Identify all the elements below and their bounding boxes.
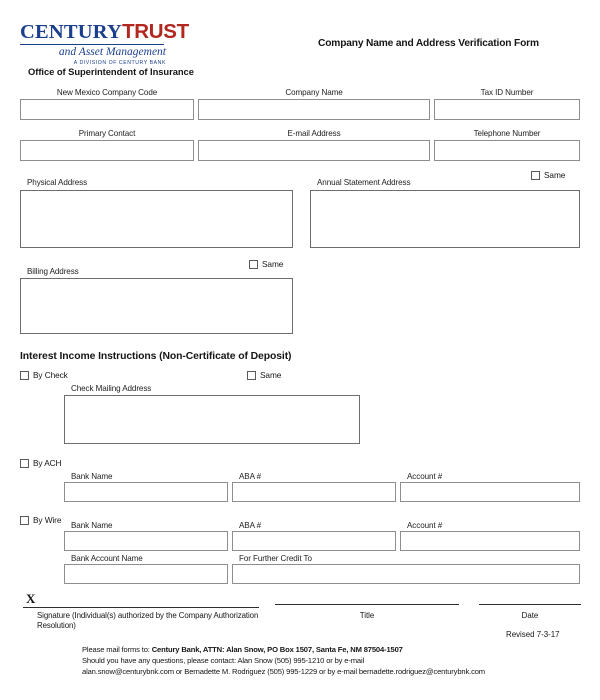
footer-contact-line: Should you have any questions, please contact: Alan Snow (505) 995-1210 or by e-mail (82, 656, 365, 665)
by-ach-label: By ACH (33, 458, 62, 468)
tax-id-label: Tax ID Number (480, 88, 534, 97)
billing-address-textarea[interactable] (20, 278, 293, 334)
title-caption: Title (359, 611, 375, 620)
ach-account-input[interactable] (400, 482, 580, 502)
wire-bank-account-name-label: Bank Account Name (71, 554, 143, 563)
check-mailing-address-label: Check Mailing Address (71, 384, 152, 393)
by-wire-label: By Wire (33, 515, 62, 525)
ach-aba-label: ABA # (239, 472, 261, 481)
date-caption: Date (521, 611, 539, 620)
annual-statement-address-textarea[interactable] (310, 190, 580, 248)
by-check-row[interactable] (20, 370, 68, 380)
wire-aba-input[interactable] (232, 531, 396, 551)
telephone-input[interactable] (434, 140, 580, 161)
primary-contact-input[interactable] (20, 140, 194, 161)
ach-account-label: Account # (407, 472, 443, 481)
annual-statement-address-label: Annual Statement Address (317, 178, 411, 187)
wire-aba-label: ABA # (239, 521, 261, 530)
by-wire-row[interactable] (20, 515, 61, 525)
physical-address-textarea[interactable] (20, 190, 293, 248)
interest-income-heading: Interest Income Instructions (Non-Certificate of Deposit) (20, 351, 292, 362)
check-same-checkbox[interactable] (247, 371, 256, 380)
logo-tagline: and Asset Management (58, 46, 166, 58)
footer-mail-line (82, 644, 403, 655)
telephone-label: Telephone Number (473, 129, 541, 138)
email-label: E-mail Address (287, 129, 341, 138)
footer-email-line: alan.snow@centurybnk.com or Bernadette M. Rodriguez (505) 995-1229 or by e-mail bernadette.rodriguez@centurybnk.com (82, 667, 485, 676)
billing-same-label: Same (262, 259, 284, 269)
revised-date: Revised 7-3-17 (506, 630, 560, 639)
billing-address-label: Billing Address (27, 267, 79, 276)
primary-contact-label: Primary Contact (78, 129, 136, 138)
by-wire-checkbox[interactable] (20, 516, 29, 525)
annual-statement-same-label: Same (544, 170, 566, 180)
company-logo (20, 22, 220, 66)
wire-bank-name-label: Bank Name (71, 521, 113, 530)
wire-account-input[interactable] (400, 531, 580, 551)
office-subtitle: Office of Superintendent of Insurance (28, 66, 194, 77)
logo-trust-text: TRUST (122, 20, 189, 43)
wire-ffc-label: For Further Credit To (239, 554, 312, 563)
page-title: Company Name and Address Verification Form (318, 38, 539, 49)
ach-bank-name-input[interactable] (64, 482, 228, 502)
by-ach-row[interactable] (20, 458, 61, 468)
footer-mail-prefix: Please mail forms to: (82, 645, 152, 654)
by-check-label: By Check (33, 370, 68, 380)
physical-address-label: Physical Address (27, 178, 88, 187)
ach-bank-name-label: Bank Name (71, 472, 113, 481)
footer-mail-address: Century Bank, ATTN: Alan Snow, PO Box 1507, Santa Fe, NM 87504-1507 (151, 645, 403, 654)
check-mailing-address-textarea[interactable] (64, 395, 360, 444)
signature-line[interactable] (23, 607, 259, 608)
wire-ffc-input[interactable] (232, 564, 580, 584)
company-code-label: New Mexico Company Code (56, 88, 158, 97)
logo-wordmark (20, 22, 220, 43)
check-same-label: Same (260, 370, 282, 380)
logo-divider-rule (20, 44, 164, 46)
wire-account-label: Account # (407, 521, 443, 530)
by-ach-checkbox[interactable] (20, 459, 29, 468)
email-input[interactable] (198, 140, 430, 161)
billing-same-row[interactable] (249, 259, 283, 269)
billing-same-checkbox[interactable] (249, 260, 258, 269)
company-name-input[interactable] (198, 99, 430, 120)
title-line[interactable] (275, 604, 459, 605)
check-same-row[interactable] (247, 370, 281, 380)
annual-statement-same-checkbox[interactable] (531, 171, 540, 180)
logo-century-text: CENTURY (20, 21, 123, 43)
wire-bank-name-input[interactable] (64, 531, 228, 551)
company-name-label: Company Name (285, 88, 343, 97)
signature-x-mark: X (26, 591, 36, 606)
company-code-input[interactable] (20, 99, 194, 120)
annual-statement-same-row[interactable] (531, 170, 565, 180)
signature-caption: Signature (Individual(s) authorized by the Company Authorization Resolution) (37, 611, 259, 630)
logo-subtagline: A DIVISION OF CENTURY BANK (73, 60, 166, 66)
by-check-checkbox[interactable] (20, 371, 29, 380)
wire-bank-account-name-input[interactable] (64, 564, 228, 584)
date-line[interactable] (479, 604, 581, 605)
tax-id-input[interactable] (434, 99, 580, 120)
ach-aba-input[interactable] (232, 482, 396, 502)
